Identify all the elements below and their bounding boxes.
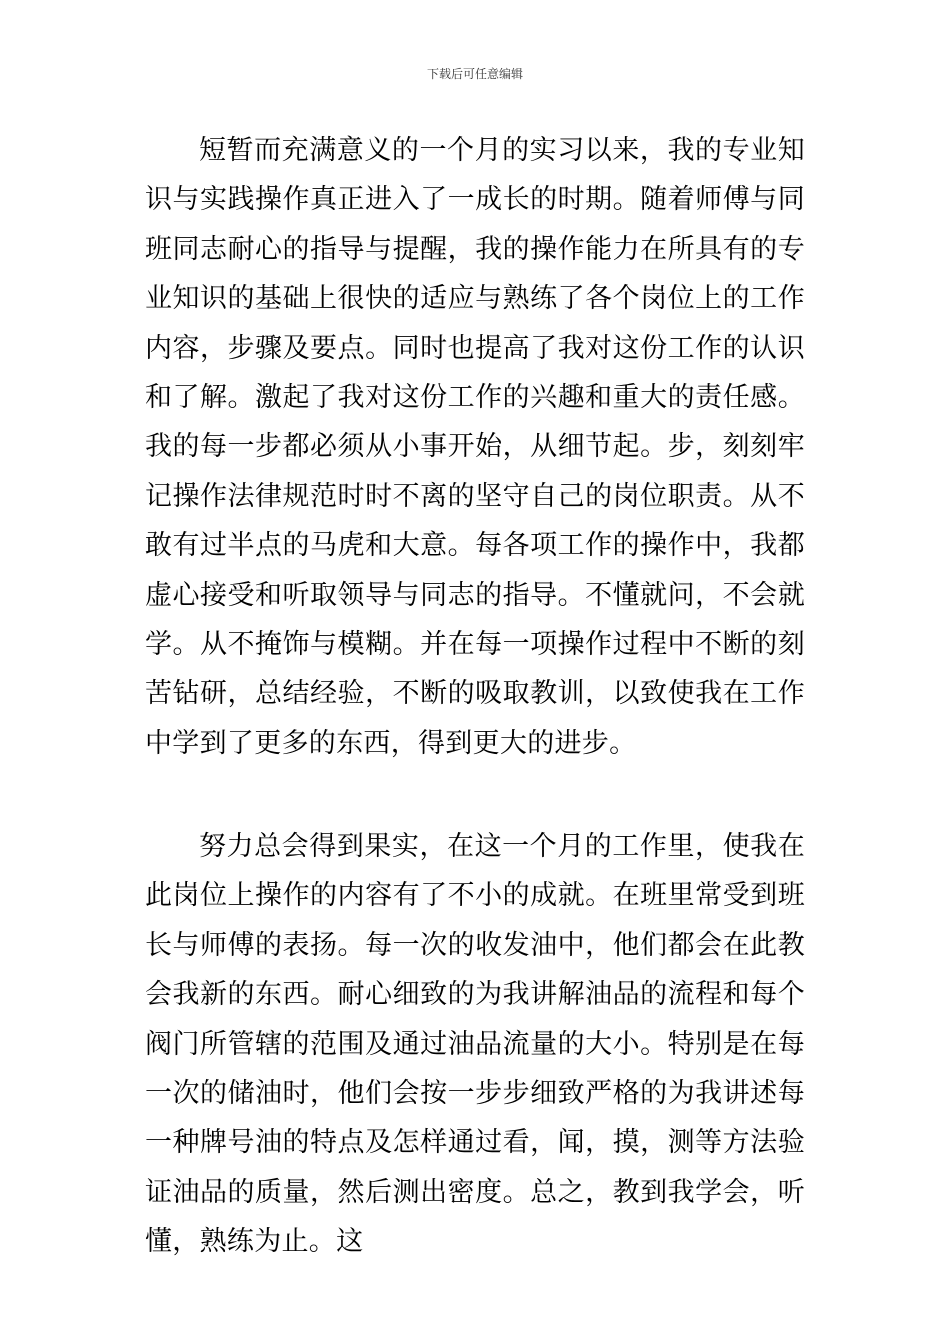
header-note: 下载后可任意编辑 [426,67,523,81]
body-paragraph-1: 短暂而充满意义的一个月的实习以来，我的专业知识与实践操作真正进入了一成长的时期。随着师傅与同班同志耐心的指导与提醒，我的操作能力在所具有的专业知识的基础上很快的适应与熟练了各个岗位上的工作内容，步骤及要点。同时也提高了我对这份工作的认识和了解。激起了我对这份工作的兴趣和重大的责任感。我的每一步都必须从小事开始，从细节起。步，刻刻牢记操作法律规范时时不离的坚守自己的岗位职责。从不敢有过半点的马虎和大意。每各项工作的操作中，我都虚心接受和听取领导与同志的指导。不懂就问，不会就学。从不掩饰与模糊。并在每一项操作过程中不断的刻苦钻研，总结经验，不断的吸取教训，以致使我在工作中学到了更多的东西，得到更大的进步。 [145,135,805,759]
body-paragraph-2: 努力总会得到果实，在这一个月的工作里，使我在此岗位上操作的内容有了不小的成就。在班里常受到班长与师傅的表扬。每一次的收发油中，他们都会在此教会我新的东西。耐心细致的为我讲解油品的流程和每个阀门所管辖的范围及通过油品流量的大小。特别是在每一次的储油时，他们会按一步步细致严格的为我讲述每一种牌号油的特点及怎样通过看，闻，摸，测等方法验证油品的质量，然后测出密度。总之，教到我学会，听懂，熟练为止。这 [145,831,805,1258]
